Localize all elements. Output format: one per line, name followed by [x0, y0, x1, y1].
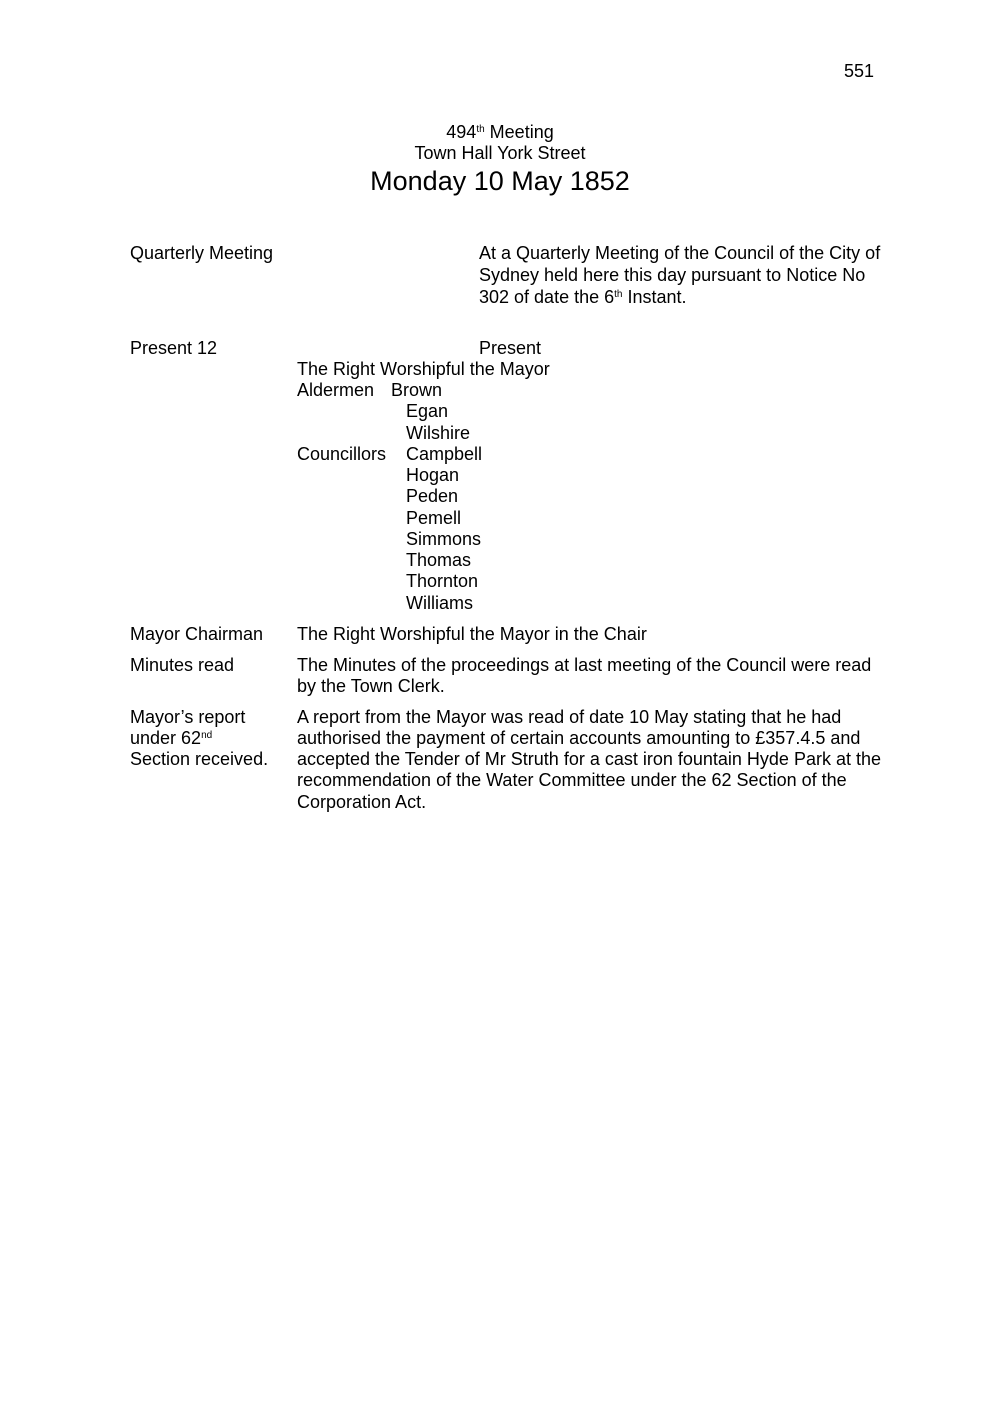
meeting-number: [0, 122, 1000, 143]
present-heading: Present: [479, 338, 542, 358]
councillor-name: Thornton: [406, 571, 479, 591]
report-line-4: recommendation of the Water Committee under the 62 Section of the: [297, 770, 847, 790]
margin-note-report-2-start: under 62: [130, 728, 202, 748]
aldermen-label: Aldermen: [297, 380, 375, 400]
councillor-name: Hogan: [406, 465, 460, 485]
councillors-label: Councillors: [297, 444, 387, 464]
meeting-number-value: 494: [446, 122, 477, 142]
chairman-text: The Right Worshipful the Mayor in the Chair: [297, 624, 647, 644]
meeting-number-suffix: th: [476, 124, 485, 135]
alderman-name: Egan: [406, 401, 449, 421]
venue: Town Hall York Street: [414, 143, 586, 163]
quarterly-line-1: At a Quarterly Meeting of the Council of the City of: [479, 243, 881, 263]
report-line-1: A report from the Mayor was read of date 10 May stating that he had: [297, 707, 842, 727]
margin-note-report-1: Mayor’s report: [130, 707, 246, 727]
report-line-3: accepted the Tender of Mr Struth for a cast iron fountain Hyde Park at the: [297, 749, 881, 769]
minutes-line-1: The Minutes of the proceedings at last meeting of the Council were read: [297, 655, 872, 675]
quarterly-line-3-sup: th: [614, 289, 623, 300]
alderman-name: Wilshire: [406, 423, 471, 443]
alderman-name: Brown: [391, 380, 443, 400]
councillor-name: Peden: [406, 486, 459, 506]
councillor-name: Simmons: [406, 529, 482, 549]
report-line-5: Corporation Act.: [297, 792, 427, 812]
quarterly-line-3: [479, 287, 687, 308]
margin-note-quarterly: Quarterly Meeting: [130, 243, 274, 263]
report-line-2: authorised the payment of certain accounts amounting to £357.4.5 and: [297, 728, 861, 748]
page-number: 551: [844, 61, 875, 81]
margin-note-report-2-sup: nd: [201, 730, 213, 741]
margin-note-report-2: [130, 728, 212, 749]
quarterly-line-3-start: 302 of date the 6: [479, 287, 615, 307]
meeting-date: Monday 10 May 1852: [370, 166, 630, 196]
quarterly-line-3-end: Instant.: [622, 287, 687, 307]
councillor-name: Campbell: [406, 444, 483, 464]
margin-note-minutes: Minutes read: [130, 655, 235, 675]
minutes-line-2: by the Town Clerk.: [297, 676, 445, 696]
present-mayor: The Right Worshipful the Mayor: [297, 359, 550, 379]
margin-note-chairman: Mayor Chairman: [130, 624, 264, 644]
margin-note-present: Present 12: [130, 338, 218, 358]
meeting-word: Meeting: [484, 122, 554, 142]
councillor-name: Thomas: [406, 550, 472, 570]
quarterly-line-2: Sydney held here this day pursuant to Notice No: [479, 265, 866, 285]
councillor-name: Pemell: [406, 508, 462, 528]
margin-note-report-3: Section received.: [130, 749, 269, 769]
councillor-name: Williams: [406, 593, 473, 613]
